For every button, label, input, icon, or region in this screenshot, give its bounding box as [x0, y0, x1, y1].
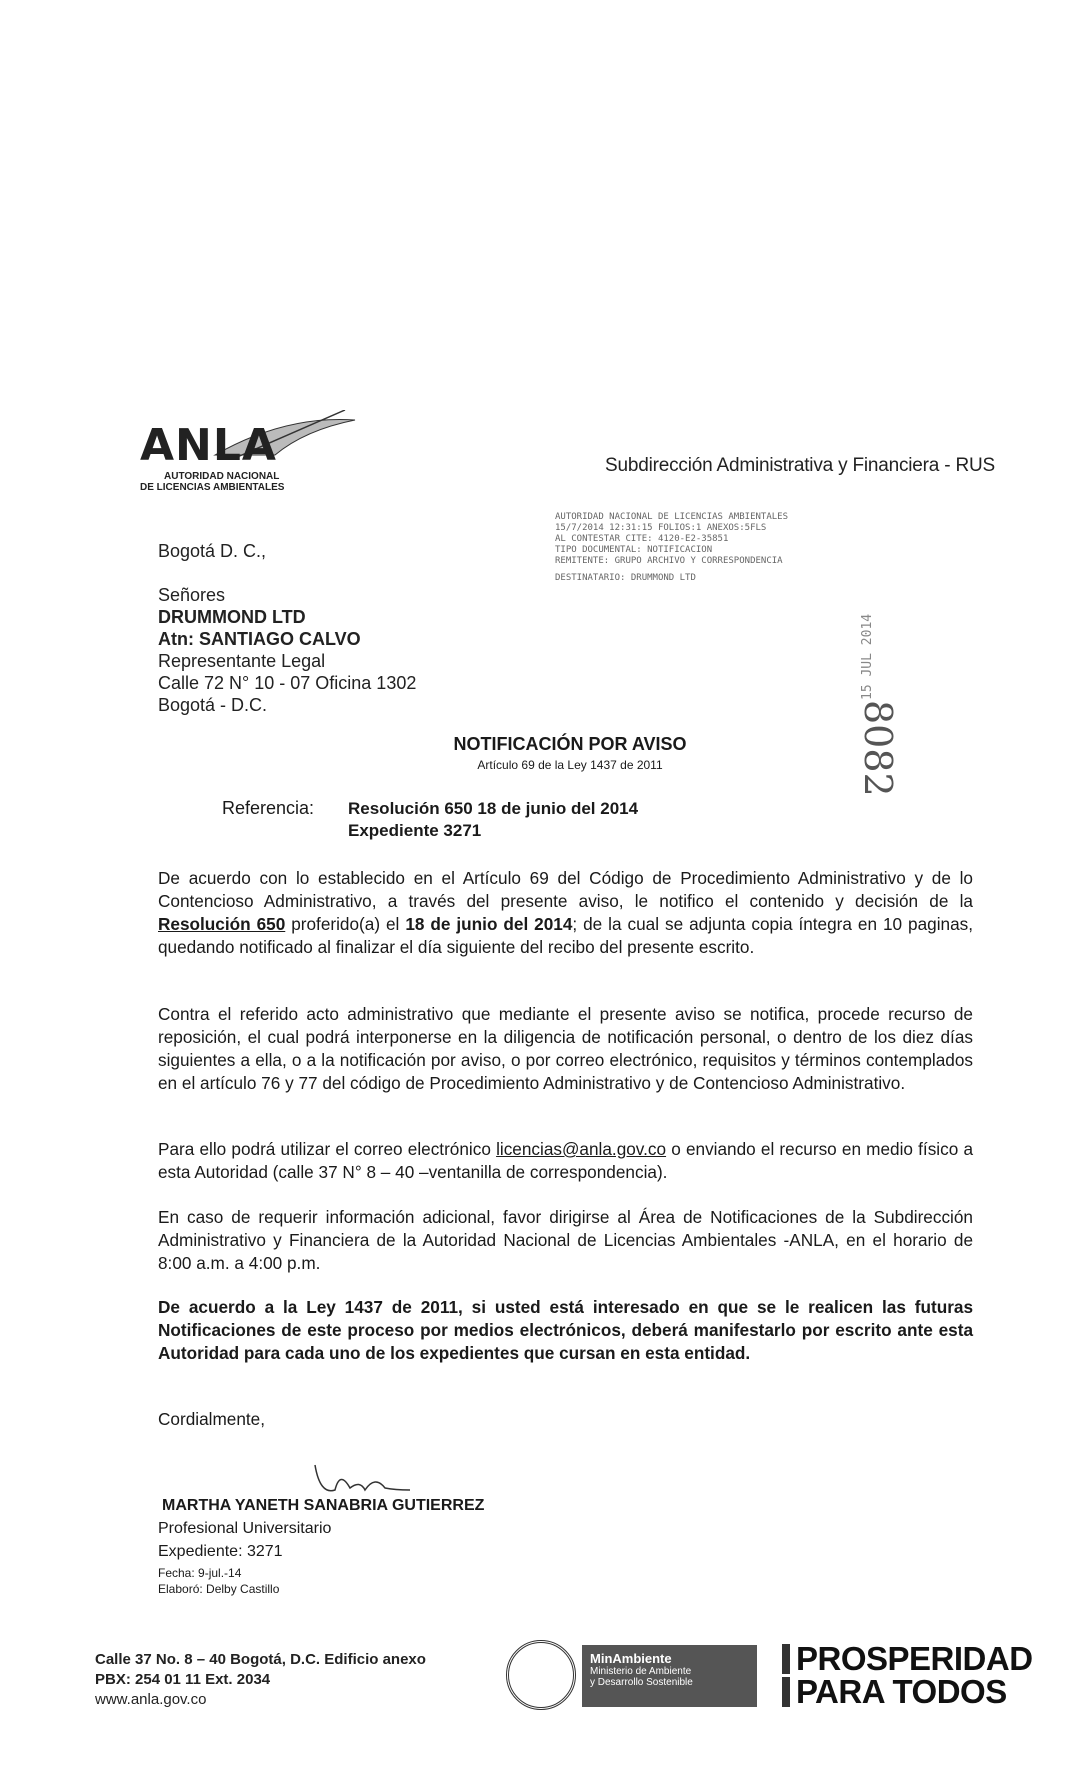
minamb-sub2: y Desarrollo Sostenible [590, 1677, 693, 1688]
city-date: Bogotá D. C., [158, 541, 267, 561]
recipient-role: Representante Legal [158, 651, 326, 671]
footer-phone: PBX: 254 01 11 Ext. 2034 [95, 1671, 271, 1688]
paragraph-3: Para ello podrá utilizar el correo electrónico licencias@anla.gov.co o enviando el recurso en medio físico a esta Autoridad (calle 37 N° 8 – 40 –ventanilla de correspondencia). [158, 1139, 973, 1182]
radicado-line: REMITENTE: GRUPO ARCHIVO Y CORRESPONDENCIA [555, 556, 783, 566]
paragraph-4: En caso de requerir información adicional, favor dirigirse al Área de Notificaciones de la Subdirección Administrativo y Financiera de la Autoridad Nacional de Licencias Ambientales -ANLA, en el horario de 8:00 a.m. a 4:00 p.m. [158, 1207, 973, 1273]
minambiente-logo [582, 1645, 757, 1707]
national-seal-icon [506, 1640, 576, 1710]
reference-expediente: Expediente 3271 [348, 821, 482, 840]
reference-resolution: Resolución 650 18 de junio del 2014 [348, 799, 639, 818]
prosperidad-logo [782, 1642, 1033, 1708]
resolution-link-text: Resolución 650 [158, 914, 286, 934]
recipient-block [158, 584, 416, 716]
radicado-line: 15/7/2014 12:31:15 FOLIOS:1 ANEXOS:5FLS [555, 523, 767, 533]
attention-line: Atn: SANTIAGO CALVO [158, 629, 361, 649]
footer-address [95, 1650, 426, 1710]
notice-subtitle: Artículo 69 de la Ley 1437 de 2011 [477, 758, 663, 772]
signer-name: MARTHA YANETH SANABRIA GUTIERREZ [162, 1497, 485, 1514]
closing: Cordialmente, [158, 1409, 265, 1429]
signer-expediente: Expediente: 3271 [158, 1543, 283, 1560]
elaborated-by: Elaboró: Delby Castillo [158, 1582, 280, 1596]
company-name: DRUMMOND LTD [158, 607, 306, 627]
paragraph-1: De acuerdo con lo establecido en el Artículo 69 del Código de Procedimiento Administrativo y de lo Contencioso Administrativo, a través del presente aviso, le notifico el contenido y decisión de la Resolución 650 proferido(a) el 18 de junio del 2014; de la cual se adjunta copia íntegra en 10 paginas, quedando notificado al finalizar el día siguiente del recibo del presente escrito. [158, 868, 973, 957]
signer-date: Fecha: 9-jul.-14 [158, 1566, 242, 1580]
salutation: Señores [158, 585, 226, 605]
logo-word: ANLA [140, 420, 277, 471]
recipient-city: Bogotá - D.C. [158, 695, 268, 715]
reception-stamp-date: 15 JUL 2014 [860, 613, 875, 700]
subdireccion-header: Subdirección Administrativa y Financiera - RUS [605, 455, 995, 476]
notice-title: NOTIFICACIÓN POR AVISO [453, 734, 687, 754]
prosp-line1: PROSPERIDAD [796, 1640, 1033, 1677]
reference-value [348, 798, 638, 842]
handwritten-signature [310, 1460, 430, 1500]
minamb-sub1: Ministerio de Ambiente [590, 1666, 692, 1677]
logo-subtitle-1: AUTORIDAD NACIONAL [164, 471, 280, 482]
footer-website: www.anla.gov.co [95, 1691, 207, 1708]
email-link[interactable]: licencias@anla.gov.co [496, 1139, 667, 1159]
radicado-line: TIPO DOCUMENTAL: NOTIFICACION [555, 545, 713, 555]
signer-title: Profesional Universitario [158, 1520, 332, 1537]
radicado-stamp [555, 512, 788, 584]
radicado-line: AUTORIDAD NACIONAL DE LICENCIAS AMBIENTALES [555, 512, 788, 522]
paragraph-2: Contra el referido acto administrativo que mediante el presente aviso se notifica, procede recurso de reposición, el cual podrá interponerse en la diligencia de notificación personal, o dentro de los diez días siguientes a ella, o a la notificación por aviso, o por correo electrónico, requisitos y términos contemplados en el artículo 76 y 77 del código de Procedimiento Administrativo y de Contencioso Administrativo. [158, 1004, 973, 1093]
reception-stamp-code: 8082 [856, 700, 900, 797]
reference-label: Referencia: [222, 798, 315, 818]
anla-logo [140, 420, 360, 493]
paragraph-5: De acuerdo a la Ley 1437 de 2011, si usted está interesado en que se le realicen las futuras Notificaciones de este proceso por medios electrónicos, deberá manifestarlo por escrito ante esta Autoridad para cada uno de los expedientes que cursan en esta entidad. [158, 1297, 973, 1363]
footer-street: Calle 37 No. 8 – 40 Bogotá, D.C. Edificio anexo [95, 1651, 426, 1668]
logo-subtitle-2: DE LICENCIAS AMBIENTALES [140, 482, 285, 493]
minamb-title: MinAmbiente [590, 1651, 672, 1666]
radicado-line: AL CONTESTAR CITE: 4120-E2-35851 [555, 534, 729, 544]
prosp-line2: PARA TODOS [796, 1673, 1007, 1710]
radicado-line: DESTINATARIO: DRUMMOND LTD [555, 573, 696, 583]
recipient-street: Calle 72 N° 10 - 07 Oficina 1302 [158, 673, 417, 693]
